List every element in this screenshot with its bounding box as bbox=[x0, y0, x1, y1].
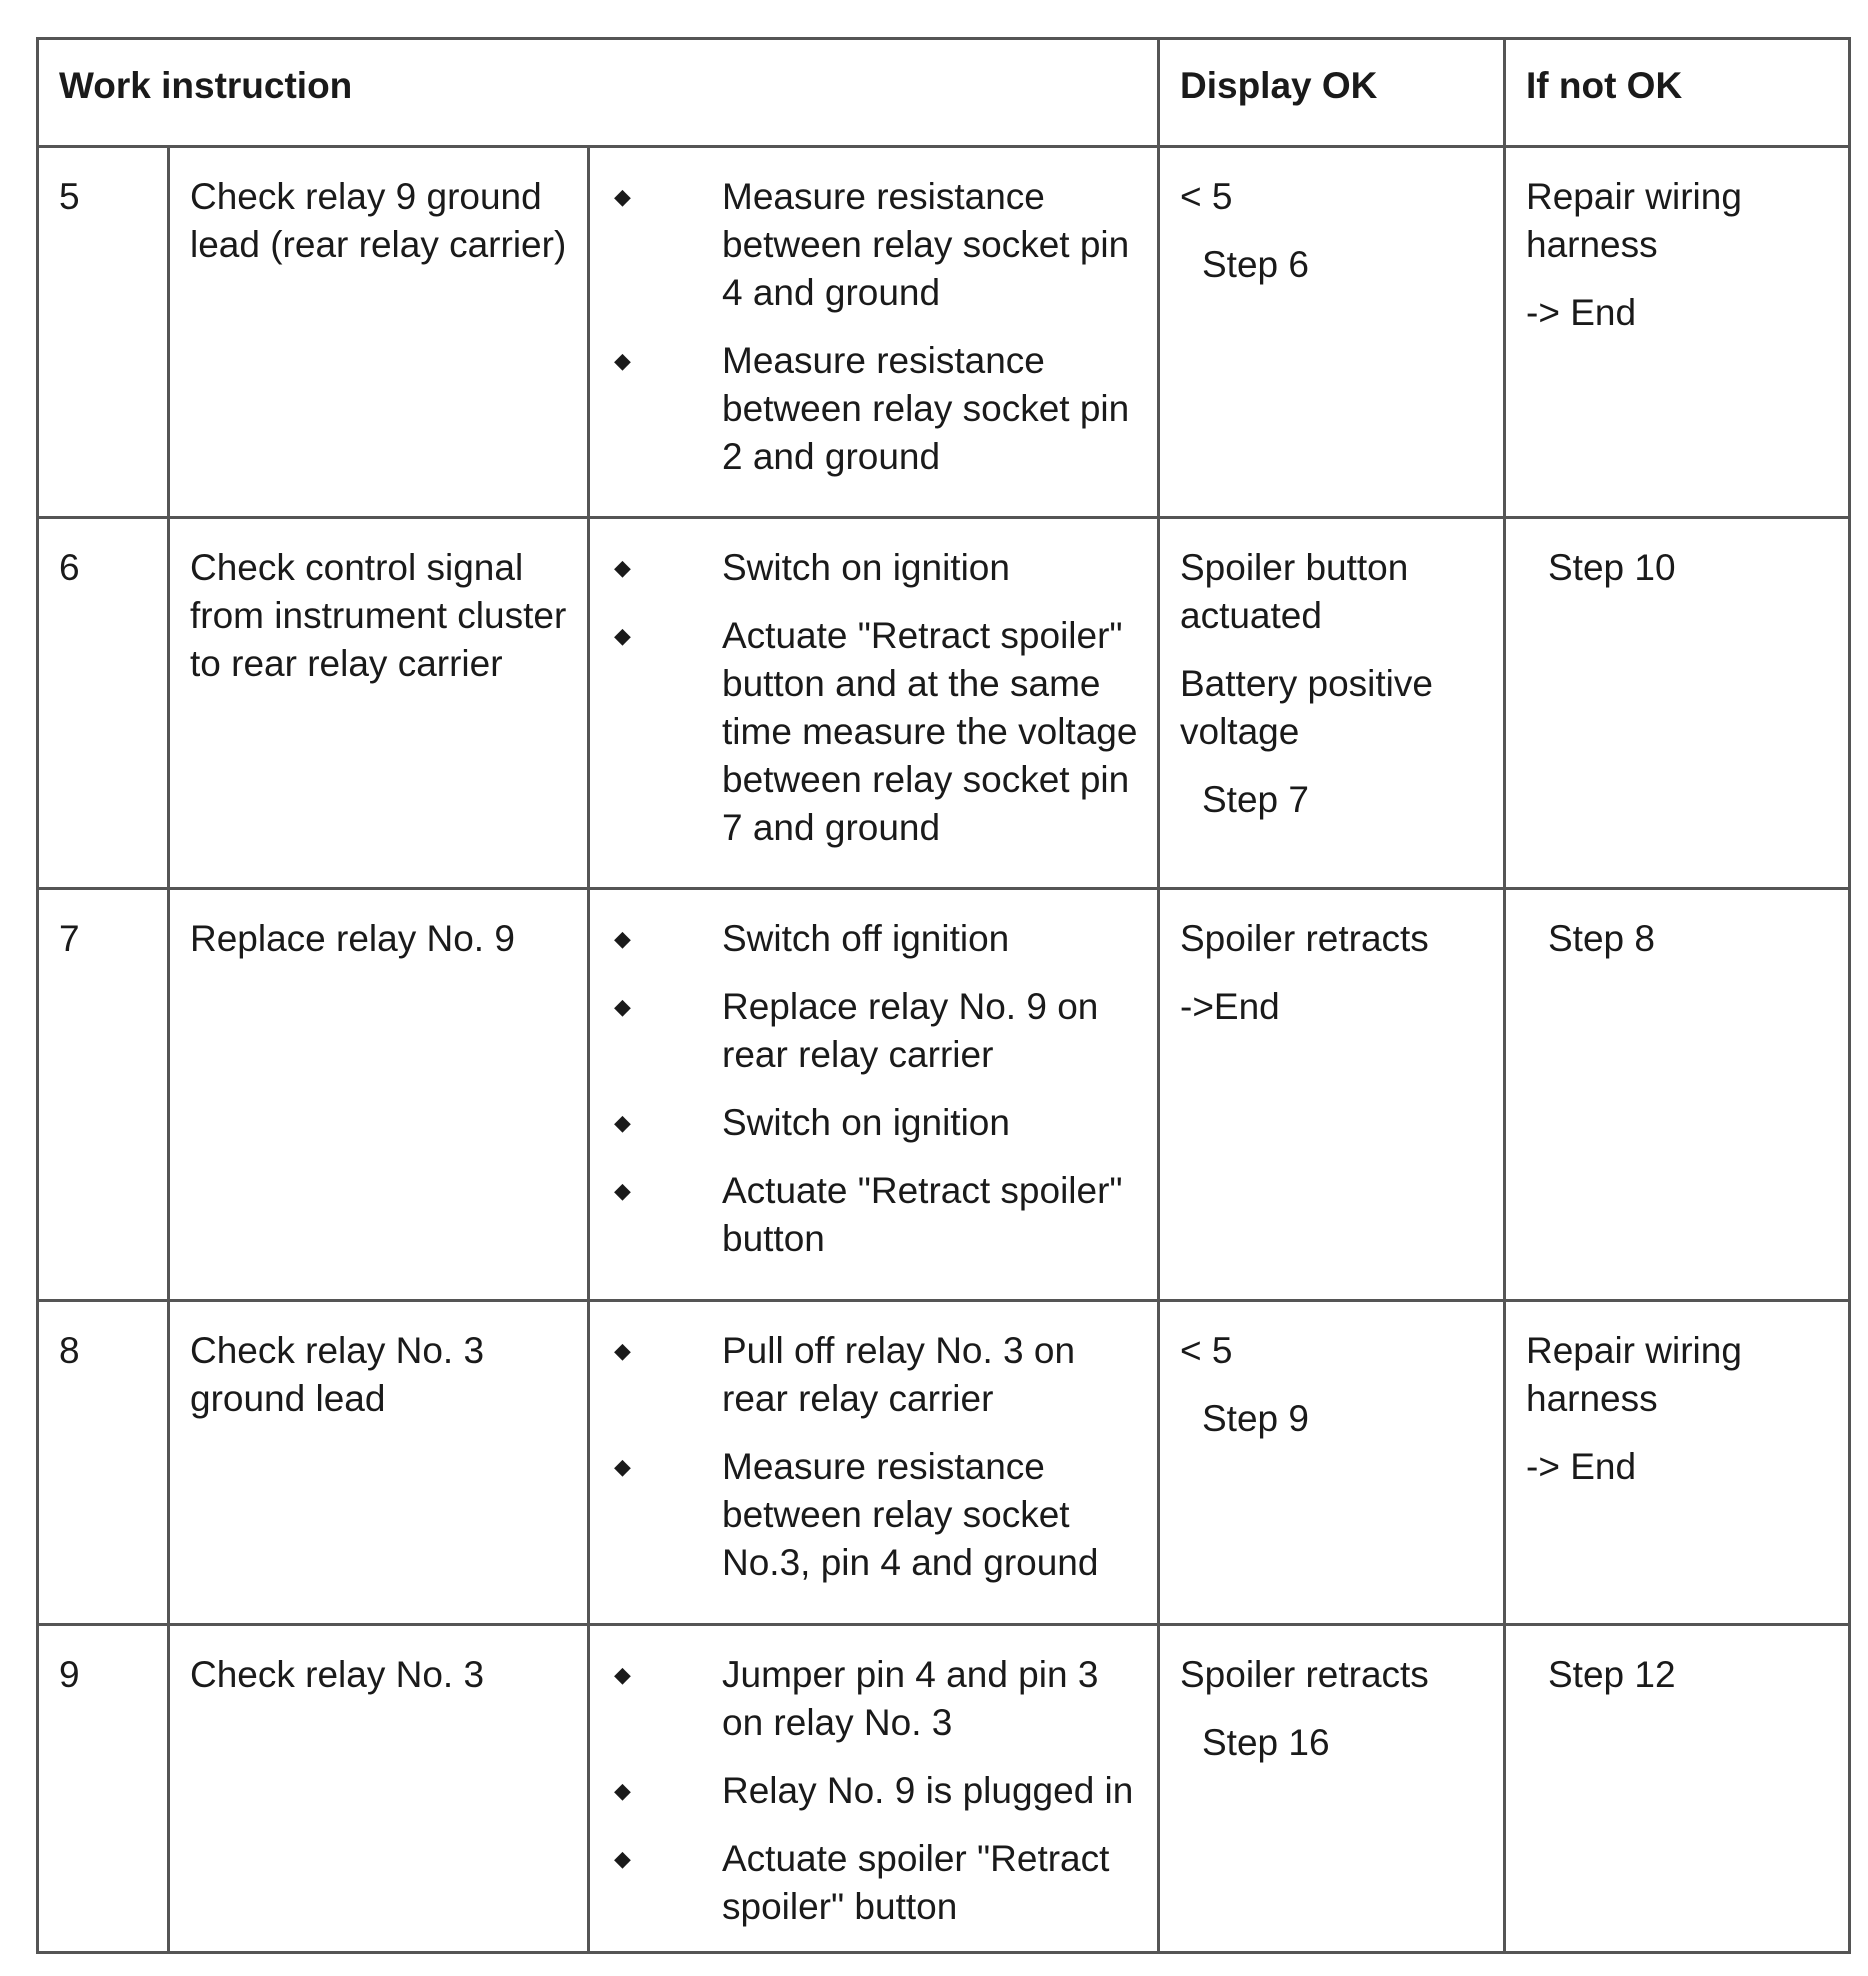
if-not-ok-cell bbox=[1505, 889, 1850, 1301]
instruction-text: Relay No. 9 is plugged in bbox=[722, 1770, 1134, 1811]
list-item bbox=[602, 173, 1145, 317]
instruction-text: Actuate "Retract spoiler" button and at the same time measure the voltage between relay socket pin 7 and ground bbox=[722, 615, 1138, 848]
display-ok-text: < 5 bbox=[1180, 176, 1233, 217]
instruction-list bbox=[602, 915, 1145, 1263]
check-description: Check relay No. 3 ground lead bbox=[169, 1301, 589, 1625]
instruction-list bbox=[602, 173, 1145, 481]
instruction-steps bbox=[589, 889, 1159, 1301]
step-number: 7 bbox=[38, 889, 169, 1301]
list-item bbox=[602, 337, 1145, 481]
instruction-steps bbox=[589, 1301, 1159, 1625]
display-ok-text: Spoiler retracts bbox=[1180, 918, 1429, 959]
table-row bbox=[38, 1301, 1850, 1625]
display-ok-text: Spoiler retracts bbox=[1180, 1654, 1429, 1695]
list-item bbox=[602, 1835, 1145, 1931]
next-step-reference: Step 12 bbox=[1548, 1654, 1676, 1695]
table-header-row bbox=[38, 39, 1850, 147]
list-item bbox=[602, 1767, 1145, 1815]
if-not-ok-text: -> End bbox=[1526, 1446, 1637, 1487]
diamond-bullet-icon: ◆ bbox=[614, 1454, 631, 1479]
if-not-ok-cell bbox=[1505, 1301, 1850, 1625]
instruction-text: Actuate "Retract spoiler" button bbox=[722, 1170, 1123, 1259]
if-not-ok-text: Repair wiring harness bbox=[1526, 1330, 1742, 1419]
table-row bbox=[38, 889, 1850, 1301]
instruction-list bbox=[602, 1651, 1145, 1931]
diamond-bullet-icon: ◆ bbox=[614, 1846, 631, 1871]
display-ok-text: < 5 bbox=[1180, 1330, 1233, 1371]
list-item bbox=[602, 915, 1145, 963]
display-ok-cell bbox=[1159, 147, 1505, 518]
instruction-list bbox=[602, 1327, 1145, 1587]
display-ok-text: Battery positive voltage bbox=[1180, 663, 1433, 752]
step-number: 8 bbox=[38, 1301, 169, 1625]
diamond-bullet-icon: ◆ bbox=[614, 555, 631, 580]
check-description: Replace relay No. 9 bbox=[169, 889, 589, 1301]
instruction-text: Actuate spoiler "Retract spoiler" button bbox=[722, 1838, 1110, 1927]
display-ok-cell bbox=[1159, 518, 1505, 889]
diamond-bullet-icon: ◆ bbox=[614, 184, 631, 209]
instruction-steps bbox=[589, 518, 1159, 889]
diamond-bullet-icon: ◆ bbox=[614, 1178, 631, 1203]
diamond-bullet-icon: ◆ bbox=[614, 1778, 631, 1803]
if-not-ok-cell bbox=[1505, 1625, 1850, 1953]
if-not-ok-text: -> End bbox=[1526, 292, 1637, 333]
step-number: 6 bbox=[38, 518, 169, 889]
header-if-not-ok: If not OK bbox=[1505, 39, 1850, 147]
list-item bbox=[602, 1167, 1145, 1263]
table-row bbox=[38, 518, 1850, 889]
display-ok-text: Spoiler button actuated bbox=[1180, 547, 1409, 636]
header-display-ok: Display OK bbox=[1159, 39, 1505, 147]
work-instruction-table bbox=[36, 37, 1851, 1954]
check-description: Check relay No. 3 bbox=[169, 1625, 589, 1953]
diamond-bullet-icon: ◆ bbox=[614, 623, 631, 648]
list-item bbox=[602, 544, 1145, 592]
instruction-text: Measure resistance between relay socket No.3, pin 4 and ground bbox=[722, 1446, 1099, 1583]
list-item bbox=[602, 612, 1145, 852]
table-body bbox=[38, 147, 1850, 1953]
if-not-ok-text: Repair wiring harness bbox=[1526, 176, 1742, 265]
list-item bbox=[602, 1443, 1145, 1587]
next-step-reference: Step 10 bbox=[1548, 547, 1676, 588]
instruction-steps bbox=[589, 147, 1159, 518]
instruction-text: Measure resistance between relay socket pin 4 and ground bbox=[722, 176, 1130, 313]
table-row bbox=[38, 1625, 1850, 1953]
list-item bbox=[602, 983, 1145, 1079]
instruction-text: Jumper pin 4 and pin 3 on relay No. 3 bbox=[722, 1654, 1099, 1743]
check-description: Check control signal from instrument cluster to rear relay carrier bbox=[169, 518, 589, 889]
next-step-reference: Step 9 bbox=[1202, 1398, 1309, 1439]
next-step-reference: Step 6 bbox=[1202, 244, 1309, 285]
next-step-reference: Step 8 bbox=[1548, 918, 1655, 959]
next-step-reference: Step 16 bbox=[1202, 1722, 1330, 1763]
instruction-text: Pull off relay No. 3 on rear relay carrier bbox=[722, 1330, 1076, 1419]
list-item bbox=[602, 1327, 1145, 1423]
if-not-ok-cell bbox=[1505, 147, 1850, 518]
instruction-text: Switch off ignition bbox=[722, 918, 1010, 959]
display-ok-cell bbox=[1159, 1625, 1505, 1953]
step-number: 9 bbox=[38, 1625, 169, 1953]
next-step-reference: Step 7 bbox=[1202, 779, 1309, 820]
diamond-bullet-icon: ◆ bbox=[614, 348, 631, 373]
instruction-steps bbox=[589, 1625, 1159, 1953]
check-description: Check relay 9 ground lead (rear relay carrier) bbox=[169, 147, 589, 518]
display-ok-text: ->End bbox=[1180, 986, 1280, 1027]
instruction-text: Switch on ignition bbox=[722, 1102, 1010, 1143]
diamond-bullet-icon: ◆ bbox=[614, 1110, 631, 1135]
table-row bbox=[38, 147, 1850, 518]
if-not-ok-cell bbox=[1505, 518, 1850, 889]
instruction-text: Switch on ignition bbox=[722, 547, 1010, 588]
diamond-bullet-icon: ◆ bbox=[614, 926, 631, 951]
instruction-list bbox=[602, 544, 1145, 852]
header-work-instruction: Work instruction bbox=[38, 39, 1159, 147]
display-ok-cell bbox=[1159, 889, 1505, 1301]
list-item bbox=[602, 1651, 1145, 1747]
instruction-text: Replace relay No. 9 on rear relay carrier bbox=[722, 986, 1099, 1075]
diamond-bullet-icon: ◆ bbox=[614, 1338, 631, 1363]
step-number: 5 bbox=[38, 147, 169, 518]
display-ok-cell bbox=[1159, 1301, 1505, 1625]
diamond-bullet-icon: ◆ bbox=[614, 994, 631, 1019]
instruction-text: Measure resistance between relay socket pin 2 and ground bbox=[722, 340, 1130, 477]
list-item bbox=[602, 1099, 1145, 1147]
diamond-bullet-icon: ◆ bbox=[614, 1662, 631, 1687]
